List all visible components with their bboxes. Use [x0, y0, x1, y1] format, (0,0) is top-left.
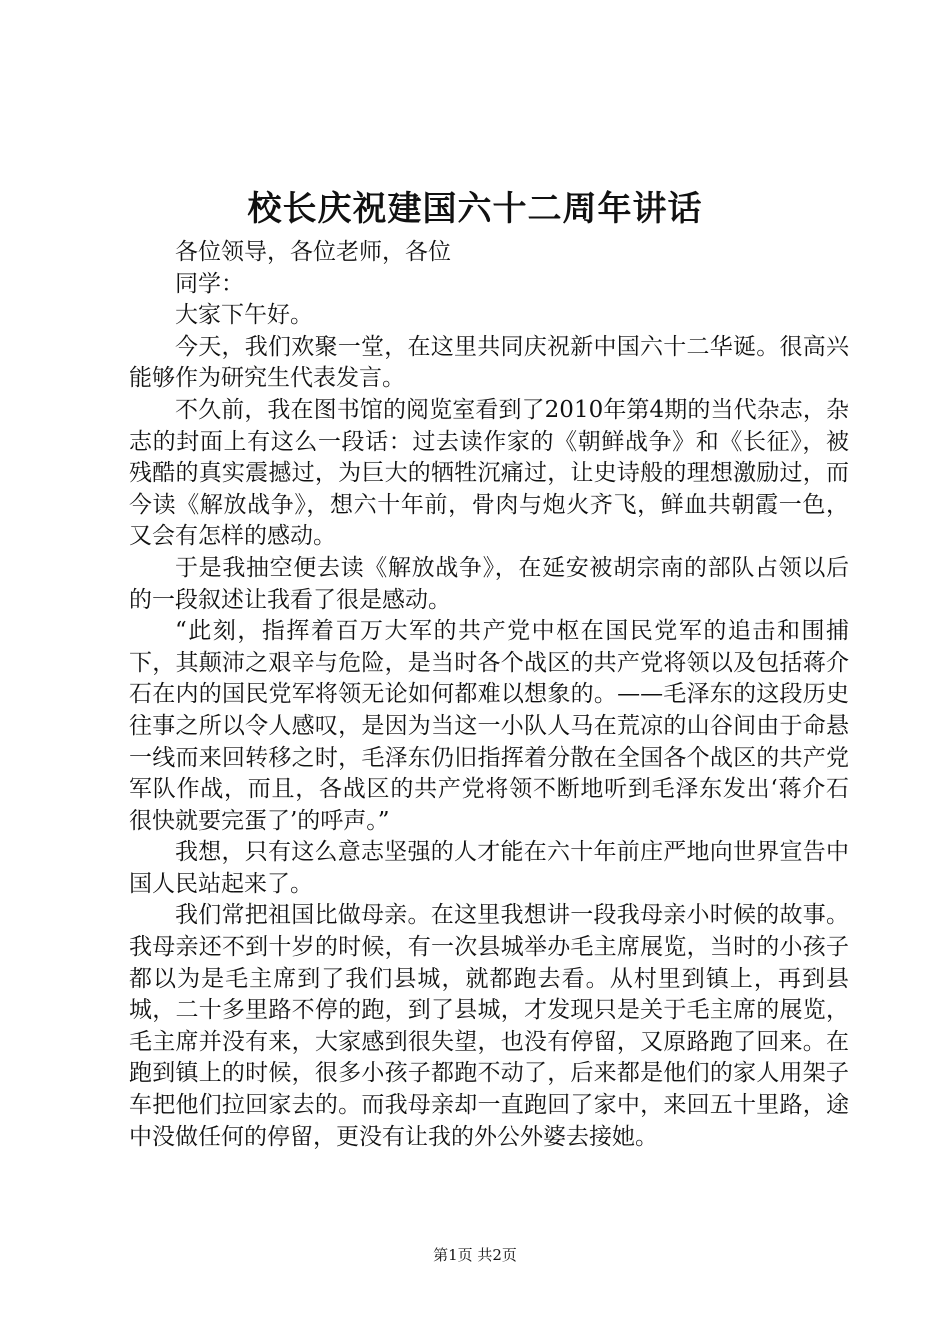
body-paragraph: 于是我抽空便去读《解放战争》，在延安被胡宗南的部队占领以后的一段叙述让我看了很是感动。 — [129, 554, 849, 613]
document-body — [129, 237, 849, 1153]
page-number-footer: 第1页 共2页 — [433, 1246, 517, 1264]
salutation-line-2: 同学： — [175, 270, 244, 297]
body-paragraph: 我们常把祖国比做母亲。在这里我想讲一段我母亲小时候的故事。我母亲还不到十岁的时候，有一次县城举办毛主席展览，当时的小孩子都以为是毛主席到了我们县城，就都跑去看。从村里到镇上，再到县城，二十多里路不停的跑，到了县城，才发现只是关于毛主席的展览，毛主席并没有来，大家感到很失望，也没有停留，又原路跑了回来。在跑到镇上的时候，很多小孩子都跑不动了，后来都是他们的家人用架子车把他们拉回家去的。而我母亲却一直跑回了家中，来回五十里路，途中没做任何的停留，更没有让我的外公外婆去接她。 — [129, 902, 849, 1150]
body-paragraph: 今天，我们欢聚一堂，在这里共同庆祝新中国六十二华诞。很高兴能够作为研究生代表发言。 — [129, 333, 849, 392]
salutation-line-1: 各位领导，各位老师，各位 — [175, 239, 451, 265]
body-paragraph: 我想，只有这么意志坚强的人才能在六十年前庄严地向世界宣告中国人民站起来了。 — [129, 839, 849, 897]
body-paragraph: 不久前，我在图书馆的阅览室看到了2010年第4期的当代杂志，杂志的封面上有这么一段话：过去读作家的《朝鲜战争》和《长征》，被残酷的真实震撼过，为巨大的牺牲沉痛过，让史诗般的理想激励过，而今读《解放战争》，想六十年前，骨肉与炮火齐飞，鲜血共朝霞一色，又会有怎样的感动。 — [129, 396, 849, 550]
greeting-paragraph: 大家下午好。 — [175, 302, 313, 329]
document-title: 校长庆祝建国六十二周年讲话 — [247, 189, 703, 229]
quote-paragraph: “此刻，指挥着百万大军的共产党中枢在国民党军的追击和围捕下，其颠沛之艰辛与危险，是当时各个战区的共产党将领以及包括蒋介石在内的国民党军将领无论如何都难以想象的。——毛泽东的这段历史往事之所以令人感叹，是因为当这一小队人马在荒凉的山谷间由于命悬一线而来回转移之时，毛泽东仍旧指挥着分散在全国各个战区的共产党军队作战，而且，各战区的共产党将领不断地听到毛泽东发出‘蒋介石很快就要完蛋了’的呼声。” — [129, 618, 849, 834]
